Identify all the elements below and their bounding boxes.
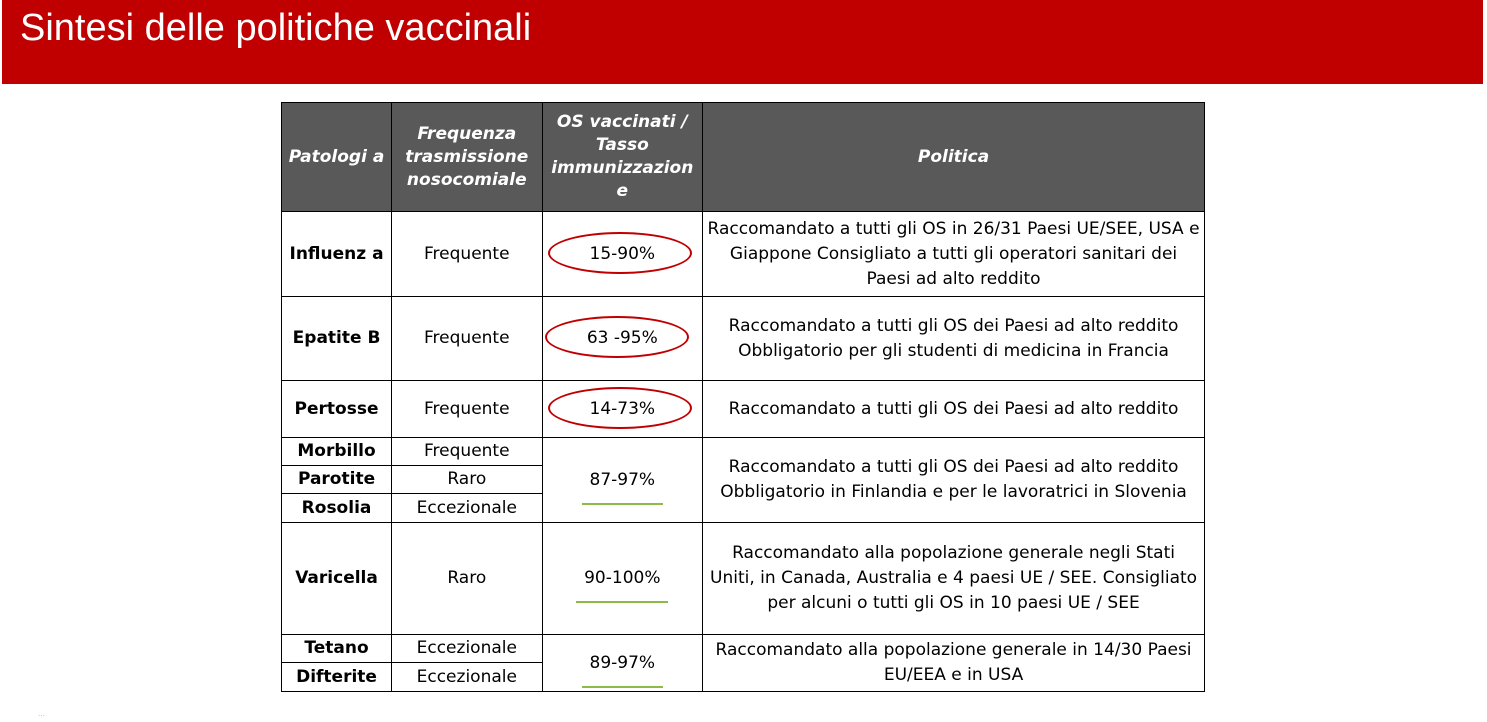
rate-text: 15-90%: [589, 243, 656, 264]
transmission-frequency: Frequente: [392, 381, 542, 438]
policy-text: Raccomandato alla popolazione generale in 14/30 Paesi EU/EEA e in USA: [703, 635, 1205, 692]
rate-cell: [542, 523, 703, 635]
disease-name: Epatite B: [282, 297, 392, 381]
transmission-frequency: Eccezionale: [392, 635, 542, 663]
rate-text: 90-100%: [584, 568, 661, 588]
rate-cell: [542, 635, 703, 692]
disease-name: Parotite: [282, 466, 392, 494]
disease-name: Difterite: [282, 663, 392, 692]
red-circle-mark: [548, 232, 692, 274]
table-row: [282, 297, 1205, 381]
transmission-frequency: Raro: [392, 523, 542, 635]
transmission-frequency: Frequente: [392, 297, 542, 381]
table-row: [282, 381, 1205, 438]
policy-text: Raccomandato a tutti gli OS dei Paesi ad alto reddito: [703, 381, 1205, 438]
green-underline-mark: [576, 601, 668, 603]
transmission-frequency: Raro: [392, 466, 542, 494]
red-circle-mark: [548, 387, 692, 429]
rate-value: [590, 242, 656, 267]
disease-name: Tetano: [282, 635, 392, 663]
vaccination-policy-table: [281, 102, 1205, 692]
rate-cell: [542, 297, 703, 381]
disease-name: Pertosse: [282, 381, 392, 438]
footer-logo-icon: ⋯: [38, 713, 45, 720]
rate-value: [590, 651, 656, 676]
rate-cell: [542, 212, 703, 297]
rate-value: [584, 566, 660, 591]
policy-text: Raccomandato a tutti gli OS in 26/31 Paesi UE/SEE, USA e Giappone Consigliato a tutti gli operatori sanitari dei Paesi ad alto reddito: [703, 212, 1205, 297]
green-underline-mark: [582, 686, 664, 688]
transmission-frequency: Frequente: [392, 212, 542, 297]
transmission-frequency: Eccezionale: [392, 663, 542, 692]
column-header-rate: OS vaccinati / Tasso immunizzazion e: [542, 103, 703, 212]
transmission-frequency: Eccezionale: [392, 494, 542, 523]
column-header-pathology: Patologi a: [282, 103, 392, 212]
rate-text: 89-97%: [589, 652, 656, 673]
disease-name: Influenz a: [282, 212, 392, 297]
title-bar: [2, 0, 1483, 84]
policy-text: Raccomandato a tutti gli OS dei Paesi ad alto reddito Obbligatorio per gli studenti di medicina in Francia: [703, 297, 1205, 381]
rate-value: [590, 397, 656, 422]
disease-name: Varicella: [282, 523, 392, 635]
page-title: Sintesi delle politiche vaccinali: [20, 7, 532, 49]
table-row: [282, 635, 1205, 663]
disease-name: Morbillo: [282, 438, 392, 466]
column-header-frequency: Frequenza trasmissione nosocomiale: [392, 103, 542, 212]
rate-value: [590, 468, 656, 493]
green-underline-mark: [582, 503, 664, 505]
column-header-policy: Politica: [703, 103, 1205, 212]
rate-text: 14-73%: [589, 398, 656, 419]
rate-value: [587, 326, 658, 351]
red-circle-mark: [545, 316, 689, 358]
table-row: [282, 212, 1205, 297]
rate-cell: [542, 381, 703, 438]
table-row: [282, 523, 1205, 635]
rate-text: 63 -95%: [586, 328, 658, 348]
rate-cell: [542, 438, 703, 523]
transmission-frequency: Frequente: [392, 438, 542, 466]
rate-text: 87-97%: [589, 469, 656, 490]
policy-text: Raccomandato alla popolazione generale negli Stati Uniti, in Canada, Australia e 4 paesi UE / SEE. Consigliato per alcuni o tutti gli OS in 10 paesi UE / SEE: [703, 523, 1205, 635]
disease-name: Rosolia: [282, 494, 392, 523]
table-row: [282, 438, 1205, 466]
policy-text: Raccomandato a tutti gli OS dei Paesi ad alto reddito Obbligatorio in Finlandia e per le lavoratrici in Slovenia: [703, 438, 1205, 523]
